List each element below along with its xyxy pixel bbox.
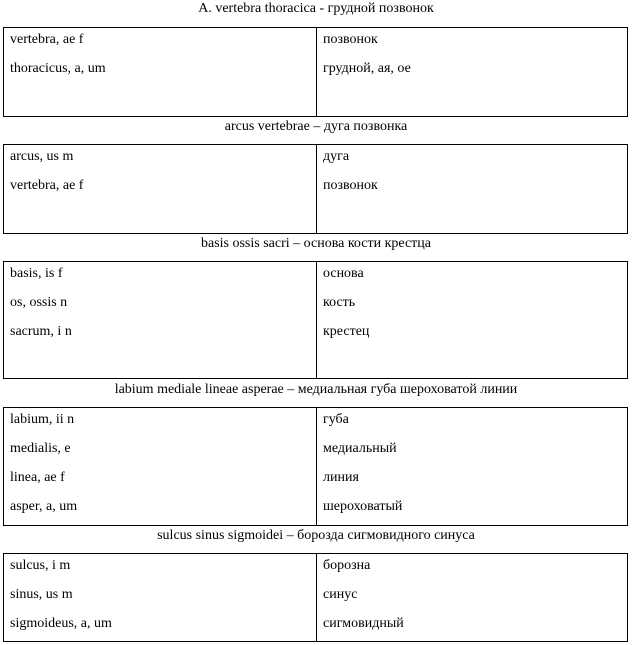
latin-term: arcus, us m xyxy=(10,149,74,164)
latin-term: medialis, e xyxy=(10,441,71,456)
latin-term: sacrum, i n xyxy=(10,324,72,339)
russian-column xyxy=(317,408,627,525)
latin-term: sinus, us m xyxy=(10,587,73,602)
latin-column xyxy=(4,554,317,641)
latin-term: sulcus, i m xyxy=(10,558,71,573)
latin-column xyxy=(4,408,317,525)
vocabulary-table xyxy=(3,144,628,234)
latin-term: sigmoideus, a, um xyxy=(10,616,112,631)
latin-term: vertebra, ae f xyxy=(10,178,84,193)
latin-term: labium, ii n xyxy=(10,412,75,427)
section-heading: arcus vertebrae – дуга позвонка xyxy=(224,119,408,134)
russian-term: основа xyxy=(323,266,364,281)
russian-column xyxy=(317,145,627,233)
russian-term: дуга xyxy=(323,149,350,164)
russian-column xyxy=(317,262,627,378)
vocabulary-table xyxy=(3,407,628,526)
vocabulary-table xyxy=(3,261,628,379)
russian-term: шероховатый xyxy=(323,499,403,514)
latin-column xyxy=(4,28,317,116)
russian-term: борозна xyxy=(323,558,371,573)
latin-term: os, ossis n xyxy=(10,295,68,310)
latin-term: vertebra, ae f xyxy=(10,32,84,47)
russian-term: крестец xyxy=(323,324,370,339)
russian-term: синус xyxy=(323,587,358,602)
latin-term: thoracicus, a, um xyxy=(10,61,106,76)
latin-term: asper, a, um xyxy=(10,499,78,514)
section-heading: sulcus sinus sigmoidei – борозда сигмовидного синуса xyxy=(157,528,475,543)
section-heading: A. vertebra thoracica - грудной позвонок xyxy=(198,1,434,16)
vocabulary-table xyxy=(3,553,628,642)
russian-term: сигмовидный xyxy=(323,616,404,631)
russian-term: грудной, ая, ое xyxy=(323,61,411,76)
russian-term: губа xyxy=(323,412,349,427)
russian-term: линия xyxy=(323,470,359,485)
latin-term: basis, is f xyxy=(10,266,63,281)
latin-term: linea, ae f xyxy=(10,470,65,485)
latin-column xyxy=(4,262,317,378)
section-heading: labium mediale lineae asperae – медиальная губа шероховатой линии xyxy=(114,382,518,397)
vocabulary-table xyxy=(3,27,628,117)
russian-term: кость xyxy=(323,295,356,310)
latin-column xyxy=(4,145,317,233)
section-heading: basis ossis sacri – основа кости крестца xyxy=(200,236,432,251)
russian-term: позвонок xyxy=(323,178,378,193)
russian-term: медиальный xyxy=(323,441,397,456)
russian-column xyxy=(317,554,627,641)
russian-column xyxy=(317,28,627,116)
russian-term: позвонок xyxy=(323,32,378,47)
